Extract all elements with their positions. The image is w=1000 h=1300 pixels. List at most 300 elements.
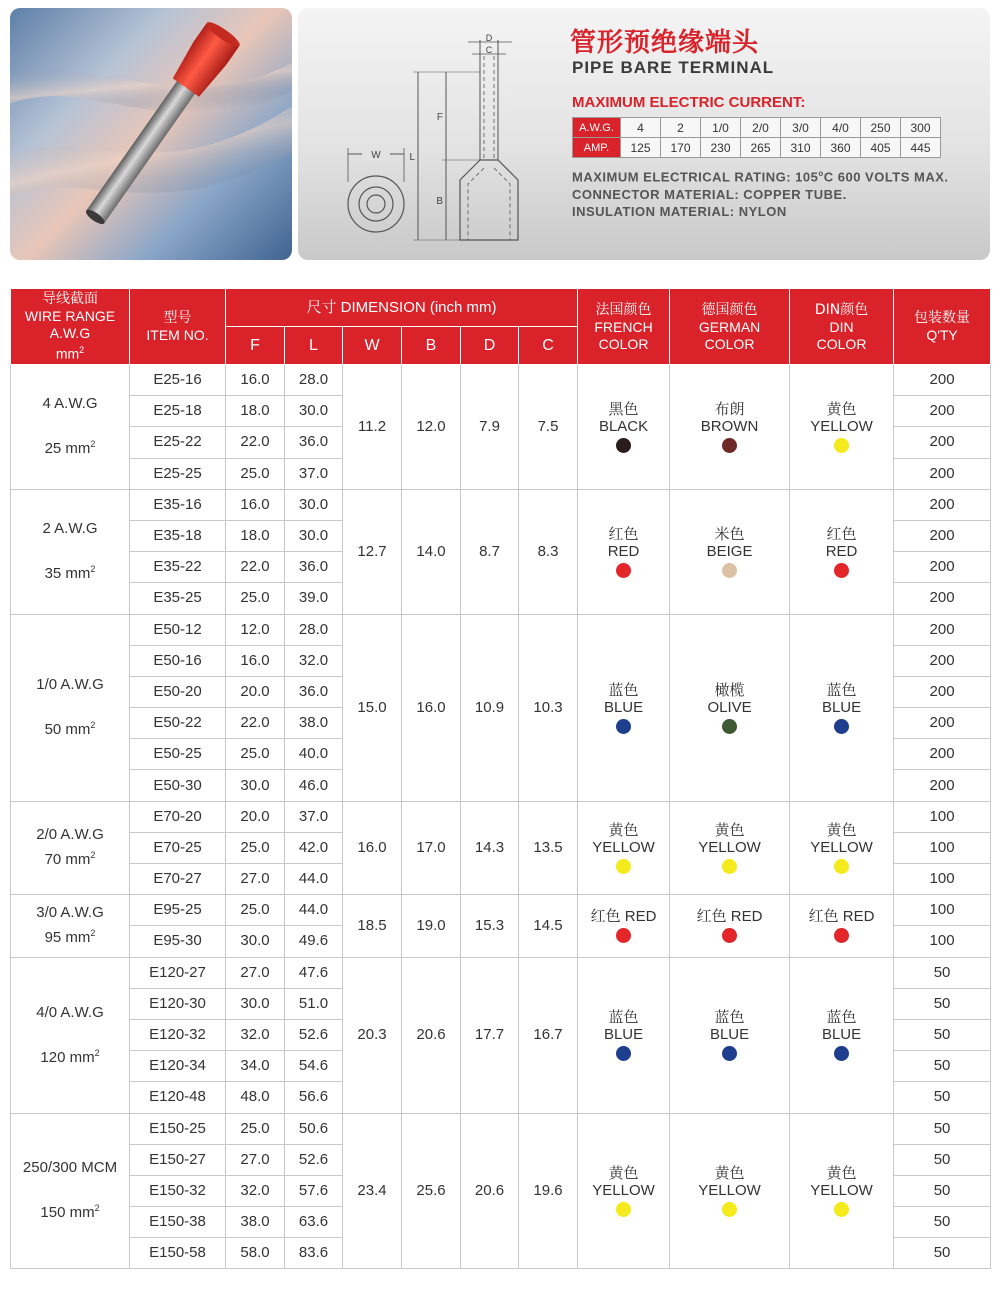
din-color-cell [790, 489, 894, 614]
dim-b-cell: 12.0 [402, 365, 461, 490]
color-name-en: RED [607, 542, 640, 560]
awg-value: 300 [901, 118, 941, 138]
color-swatch [616, 1046, 631, 1061]
electrical-rating: MAXIMUM ELECTRICAL RATING: 105$^o$C 600 VOLTS MAX. [572, 169, 949, 185]
header-c: C [519, 327, 578, 365]
dim-f-cell: 30.0 [226, 770, 285, 801]
color-swatch [834, 719, 849, 734]
amp-value: 265 [741, 138, 781, 158]
product-photo [10, 8, 292, 260]
dim-b-label: B [436, 196, 443, 207]
item-no-cell: E150-27 [130, 1144, 226, 1175]
quantity-cell: 200 [894, 583, 991, 614]
dim-f-cell: 25.0 [226, 895, 285, 926]
dim-w-cell: 12.7 [343, 489, 402, 614]
item-no-cell: E35-22 [130, 552, 226, 583]
german-color-cell [670, 614, 790, 801]
color-name-cn: 米色 [714, 524, 745, 543]
amp-value: 310 [781, 138, 821, 158]
dim-l-cell: 30.0 [285, 489, 343, 520]
dim-d-cell: 17.7 [461, 957, 519, 1113]
side-view-drawing [409, 33, 518, 240]
header-d: D [461, 327, 519, 365]
table-row [11, 895, 991, 926]
dim-l-cell: 50.6 [285, 1113, 343, 1144]
quantity-cell: 50 [894, 1238, 991, 1269]
dim-l-cell: 44.0 [285, 864, 343, 895]
color-name-cn: 蓝色 [608, 680, 639, 699]
color-name-cn: 黄色 [714, 1163, 745, 1182]
quantity-cell: 50 [894, 1207, 991, 1238]
quantity-cell: 200 [894, 489, 991, 520]
color-swatch [616, 438, 631, 453]
color-swatch [616, 928, 631, 943]
color-name-en: YELLOW [810, 838, 873, 856]
item-no-cell: E150-58 [130, 1238, 226, 1269]
dim-c-cell: 7.5 [519, 365, 578, 490]
amp-value: 445 [901, 138, 941, 158]
color-name-cn: 黄色 [826, 1163, 857, 1182]
item-no-cell: E25-25 [130, 458, 226, 489]
product-title-cn: 管形预绝缘端头 [570, 28, 760, 58]
item-no-cell: E70-27 [130, 864, 226, 895]
dim-f-cell: 20.0 [226, 801, 285, 832]
dim-f-cell: 27.0 [226, 1144, 285, 1175]
quantity-cell: 50 [894, 957, 991, 988]
current-rating-table [572, 117, 941, 158]
item-no-cell: E35-16 [130, 489, 226, 520]
color-name-en: BROWN [700, 417, 759, 435]
amp-row [573, 138, 941, 158]
color-swatch [616, 1202, 631, 1217]
dim-l-cell: 30.0 [285, 520, 343, 551]
color-swatch [722, 563, 737, 578]
quantity-cell: 50 [894, 1113, 991, 1144]
item-no-cell: E150-25 [130, 1113, 226, 1144]
color-swatch [834, 928, 849, 943]
dim-f-cell: 25.0 [226, 739, 285, 770]
insulation-material: INSULATION MATERIAL: NYLON [572, 204, 787, 220]
dim-l-cell: 36.0 [285, 427, 343, 458]
color-name-en: BLUE [603, 1026, 644, 1044]
header-item-no: 型号 ITEM NO. [130, 289, 226, 365]
dim-l-cell: 38.0 [285, 708, 343, 739]
dim-l-cell: 42.0 [285, 832, 343, 863]
dim-f-cell: 34.0 [226, 1051, 285, 1082]
dim-l-cell: 28.0 [285, 365, 343, 396]
color-name-en: BLUE [821, 1026, 862, 1044]
mm-text: 95 mm [44, 929, 91, 947]
color-name-en: RED [624, 908, 657, 926]
dim-b-cell: 17.0 [402, 801, 461, 895]
item-no-cell: E50-16 [130, 645, 226, 676]
color-name-en: BEIGE [706, 542, 753, 560]
french-color-cell [578, 365, 670, 490]
dim-f-cell: 22.0 [226, 552, 285, 583]
quantity-cell: 200 [894, 520, 991, 551]
wire-range-cell: 4 A.W.G 25 $mm^2$ [11, 365, 130, 490]
dim-c-cell: 8.3 [519, 489, 578, 614]
dim-f-cell: 18.0 [226, 520, 285, 551]
quantity-cell: 200 [894, 552, 991, 583]
header-l: L [285, 327, 343, 365]
awg-value: 250 [861, 118, 901, 138]
quantity-cell: 100 [894, 895, 991, 926]
mm-text: 35 mm [44, 565, 91, 583]
dim-w-cell: 20.3 [343, 957, 402, 1113]
quantity-cell: 200 [894, 396, 991, 427]
dim-l-cell: 83.6 [285, 1238, 343, 1269]
dim-l-cell: 56.6 [285, 1082, 343, 1113]
dim-c-cell: 16.7 [519, 957, 578, 1113]
terminal-spec-table [10, 288, 991, 1269]
color-name-en: YELLOW [698, 1181, 761, 1199]
wire-range-cell: 3/0 A.W.G 95 $mm^2$ [11, 895, 130, 957]
table-row [11, 801, 991, 832]
dim-f-cell: 32.0 [226, 1175, 285, 1206]
dim-l-cell: 37.0 [285, 458, 343, 489]
dim-f-cell: 25.0 [226, 1113, 285, 1144]
item-no-cell: E70-20 [130, 801, 226, 832]
color-name-cn: 红色 [696, 907, 727, 926]
item-no-cell: E120-32 [130, 1019, 226, 1050]
dim-c-cell: 13.5 [519, 801, 578, 895]
color-name-en: BLACK [598, 417, 649, 435]
quantity-cell: 200 [894, 739, 991, 770]
dim-l-label: L [409, 152, 415, 163]
dim-l-cell: 40.0 [285, 739, 343, 770]
dim-f-cell: 27.0 [226, 864, 285, 895]
quantity-cell: 50 [894, 1144, 991, 1175]
dim-f-cell: 48.0 [226, 1082, 285, 1113]
dim-f-label: F [436, 112, 443, 123]
color-name-cn: 红色 [826, 524, 857, 543]
quantity-cell: 50 [894, 1019, 991, 1050]
wire-range-cell: 1/0 A.W.G 50 $mm^2$ [11, 614, 130, 801]
quantity-cell: 200 [894, 458, 991, 489]
color-name-en: YELLOW [592, 838, 655, 856]
quantity-cell: 50 [894, 988, 991, 1019]
dim-l-cell: 57.6 [285, 1175, 343, 1206]
german-color-cell [670, 895, 790, 957]
awg-value: 3/0 [781, 118, 821, 138]
color-swatch [834, 438, 849, 453]
color-swatch [834, 1202, 849, 1217]
dim-l-cell: 39.0 [285, 583, 343, 614]
item-no-cell: E50-22 [130, 708, 226, 739]
dim-c-label: C [485, 45, 493, 55]
dim-f-cell: 25.0 [226, 583, 285, 614]
dim-f-cell: 32.0 [226, 1019, 285, 1050]
item-no-cell: E25-18 [130, 396, 226, 427]
dim-d-cell: 7.9 [461, 365, 519, 490]
german-color-cell [670, 801, 790, 895]
dim-l-cell: 28.0 [285, 614, 343, 645]
awg-label: A.W.G. [573, 118, 621, 138]
awg-text: 1/0 A.W.G [36, 676, 104, 694]
color-name-cn: 蓝色 [608, 1008, 639, 1027]
dim-w-cell: 11.2 [343, 365, 402, 490]
spec-lines [572, 165, 949, 221]
awg-text: 4/0 A.W.G [36, 1003, 104, 1021]
color-name-cn: 黄色 [608, 820, 639, 839]
wire-range-cell: 2 A.W.G 35 $mm^2$ [11, 489, 130, 614]
dim-d-label: D [485, 33, 493, 43]
amp-label: AMP. [573, 138, 621, 158]
dim-b-cell: 20.6 [402, 957, 461, 1113]
awg-text: 4 A.W.G [42, 395, 98, 413]
color-swatch [834, 859, 849, 874]
header-f: F [226, 327, 285, 365]
color-swatch [834, 563, 849, 578]
wire-range-cell: 4/0 A.W.G 120 $mm^2$ [11, 957, 130, 1113]
dim-l-cell: 36.0 [285, 552, 343, 583]
dim-b-cell: 16.0 [402, 614, 461, 801]
spec-panel [298, 8, 990, 260]
dim-c-cell: 10.3 [519, 614, 578, 801]
dim-f-cell: 16.0 [226, 489, 285, 520]
din-color-cell [790, 365, 894, 490]
header-dimension: 尺寸 DIMENSION (inch mm) [226, 289, 578, 327]
dim-f-cell: 38.0 [226, 1207, 285, 1238]
dim-l-cell: 36.0 [285, 676, 343, 707]
table-body [11, 365, 991, 1269]
color-name-cn: 蓝色 [826, 680, 857, 699]
dim-l-cell: 37.0 [285, 801, 343, 832]
header-quantity: 包装数量 Q'TY [894, 289, 991, 365]
current-heading: MAXIMUM ELECTRIC CURRENT: [572, 94, 806, 111]
table-row [11, 489, 991, 520]
dim-l-cell: 63.6 [285, 1207, 343, 1238]
awg-value: 2/0 [741, 118, 781, 138]
item-no-cell: E120-48 [130, 1082, 226, 1113]
dim-l-cell: 51.0 [285, 988, 343, 1019]
item-no-cell: E120-30 [130, 988, 226, 1019]
dim-f-cell: 58.0 [226, 1238, 285, 1269]
color-name-en: YELLOW [810, 417, 873, 435]
color-swatch [722, 438, 737, 453]
color-swatch [616, 859, 631, 874]
dim-b-cell: 14.0 [402, 489, 461, 614]
awg-text: 250/300 MCM [22, 1159, 118, 1177]
dim-d-cell: 14.3 [461, 801, 519, 895]
quantity-cell: 100 [894, 926, 991, 957]
ferrule-photo-graphic [10, 8, 292, 260]
awg-text: 3/0 A.W.G [36, 904, 104, 922]
color-name-cn: 橄榄 [714, 680, 745, 699]
color-name-en: RED [730, 908, 763, 926]
quantity-cell: 200 [894, 427, 991, 458]
item-no-cell: E150-32 [130, 1175, 226, 1206]
header-french-color: 法国颜色 FRENCH COLOR [578, 289, 670, 365]
french-color-cell [578, 614, 670, 801]
color-name-en: BLUE [603, 698, 644, 716]
dim-f-cell: 16.0 [226, 645, 285, 676]
dim-d-cell: 15.3 [461, 895, 519, 957]
dim-l-cell: 46.0 [285, 770, 343, 801]
item-no-cell: E50-25 [130, 739, 226, 770]
quantity-cell: 200 [894, 365, 991, 396]
dim-f-cell: 22.0 [226, 427, 285, 458]
color-name-cn: 红色 [590, 907, 621, 926]
table-row [11, 957, 991, 988]
dim-l-cell: 32.0 [285, 645, 343, 676]
color-name-cn: 黄色 [826, 820, 857, 839]
color-name-cn: 黄色 [608, 1163, 639, 1182]
terminal-dimension-drawing [318, 32, 538, 242]
quantity-cell: 200 [894, 645, 991, 676]
item-no-cell: E25-22 [130, 427, 226, 458]
awg-text: 2 A.W.G [42, 520, 98, 538]
header-wire-range: 导线截面 WIRE RANGE A.W.G $mm^2$ [11, 289, 130, 365]
french-color-cell [578, 957, 670, 1113]
color-swatch [616, 563, 631, 578]
color-name-cn: 红色 [608, 524, 639, 543]
french-color-cell [578, 895, 670, 957]
product-title-en: PIPE BARE TERMINAL [572, 58, 775, 77]
dim-d-cell: 20.6 [461, 1113, 519, 1269]
item-no-cell: E25-16 [130, 365, 226, 396]
awg-value: 2 [661, 118, 701, 138]
dim-d-cell: 10.9 [461, 614, 519, 801]
german-color-cell [670, 957, 790, 1113]
item-no-cell: E120-34 [130, 1051, 226, 1082]
color-swatch [722, 1046, 737, 1061]
color-swatch [722, 1202, 737, 1217]
amp-value: 230 [701, 138, 741, 158]
color-name-en: YELLOW [592, 1181, 655, 1199]
color-swatch [722, 859, 737, 874]
color-name-cn: 黄色 [826, 399, 857, 418]
dim-c-cell: 14.5 [519, 895, 578, 957]
amp-value: 170 [661, 138, 701, 158]
dim-f-cell: 27.0 [226, 957, 285, 988]
item-no-cell: E150-38 [130, 1207, 226, 1238]
awg-text: 2/0 A.W.G [36, 826, 104, 844]
awg-value: 4/0 [821, 118, 861, 138]
dim-l-cell: 47.6 [285, 957, 343, 988]
german-color-cell [670, 365, 790, 490]
item-no-cell: E50-20 [130, 676, 226, 707]
dim-f-cell: 16.0 [226, 365, 285, 396]
dim-f-cell: 20.0 [226, 676, 285, 707]
french-color-cell [578, 489, 670, 614]
color-name-cn: 黄色 [714, 820, 745, 839]
end-view-drawing [348, 148, 404, 232]
color-name-en: YELLOW [698, 838, 761, 856]
quantity-cell: 200 [894, 676, 991, 707]
german-color-cell [670, 1113, 790, 1269]
din-color-cell [790, 895, 894, 957]
table-row [11, 614, 991, 645]
din-color-cell [790, 1113, 894, 1269]
dim-l-cell: 52.6 [285, 1019, 343, 1050]
dim-f-cell: 30.0 [226, 988, 285, 1019]
item-no-cell: E120-27 [130, 957, 226, 988]
quantity-cell: 200 [894, 708, 991, 739]
color-name-cn: 黑色 [608, 399, 639, 418]
connector-material: CONNECTOR MATERIAL: COPPER TUBE. [572, 186, 847, 202]
dim-l-cell: 30.0 [285, 396, 343, 427]
amp-value: 125 [621, 138, 661, 158]
din-color-cell [790, 957, 894, 1113]
color-swatch [722, 719, 737, 734]
color-name-en: RED [842, 908, 875, 926]
color-name-cn: 蓝色 [826, 1008, 857, 1027]
dim-w-cell: 16.0 [343, 801, 402, 895]
dim-l-cell: 54.6 [285, 1051, 343, 1082]
item-no-cell: E35-25 [130, 583, 226, 614]
item-no-cell: E50-12 [130, 614, 226, 645]
item-no-cell: E50-30 [130, 770, 226, 801]
dim-f-cell: 22.0 [226, 708, 285, 739]
dim-b-cell: 25.6 [402, 1113, 461, 1269]
quantity-cell: 100 [894, 864, 991, 895]
header-w: W [343, 327, 402, 365]
color-name-en: OLIVE [707, 698, 752, 716]
wire-range-cell: 250/300 MCM 150 $mm^2$ [11, 1113, 130, 1269]
color-name-en: BLUE [821, 698, 862, 716]
dim-f-cell: 25.0 [226, 458, 285, 489]
dim-w-cell: 23.4 [343, 1113, 402, 1269]
dim-b-cell: 19.0 [402, 895, 461, 957]
dim-w-label: W [371, 150, 381, 161]
item-no-cell: E95-25 [130, 895, 226, 926]
dim-f-cell: 25.0 [226, 832, 285, 863]
dim-f-cell: 12.0 [226, 614, 285, 645]
french-color-cell [578, 801, 670, 895]
dim-f-cell: 18.0 [226, 396, 285, 427]
dim-f-cell: 30.0 [226, 926, 285, 957]
dim-l-cell: 49.6 [285, 926, 343, 957]
din-color-cell [790, 614, 894, 801]
wire-range-cell: 2/0 A.W.G 70 $mm^2$ [11, 801, 130, 895]
color-swatch [722, 928, 737, 943]
color-swatch [616, 719, 631, 734]
quantity-cell: 200 [894, 614, 991, 645]
item-no-cell: E95-30 [130, 926, 226, 957]
dim-w-cell: 15.0 [343, 614, 402, 801]
mm-text: 150 mm [40, 1204, 95, 1222]
mm-text: 70 mm [44, 851, 91, 869]
quantity-cell: 200 [894, 770, 991, 801]
dim-c-cell: 19.6 [519, 1113, 578, 1269]
header-b: B [402, 327, 461, 365]
color-name-en: RED [825, 542, 858, 560]
color-swatch [834, 1046, 849, 1061]
dim-l-cell: 44.0 [285, 895, 343, 926]
color-name-cn: 蓝色 [714, 1008, 745, 1027]
table-row [11, 365, 991, 396]
quantity-cell: 100 [894, 801, 991, 832]
color-name-en: YELLOW [810, 1181, 873, 1199]
awg-value: 1/0 [701, 118, 741, 138]
dim-d-cell: 8.7 [461, 489, 519, 614]
mm-text: 120 mm [40, 1048, 95, 1066]
color-name-cn: 布朗 [714, 399, 745, 418]
quantity-cell: 50 [894, 1175, 991, 1206]
table-row [11, 1113, 991, 1144]
item-no-cell: E35-18 [130, 520, 226, 551]
quantity-cell: 100 [894, 832, 991, 863]
header-german-color: 德国颜色 GERMAN COLOR [670, 289, 790, 365]
awg-row [573, 118, 941, 138]
quantity-cell: 50 [894, 1051, 991, 1082]
table-header-row [11, 289, 991, 327]
dim-w-cell: 18.5 [343, 895, 402, 957]
dim-l-cell: 52.6 [285, 1144, 343, 1175]
quantity-cell: 50 [894, 1082, 991, 1113]
